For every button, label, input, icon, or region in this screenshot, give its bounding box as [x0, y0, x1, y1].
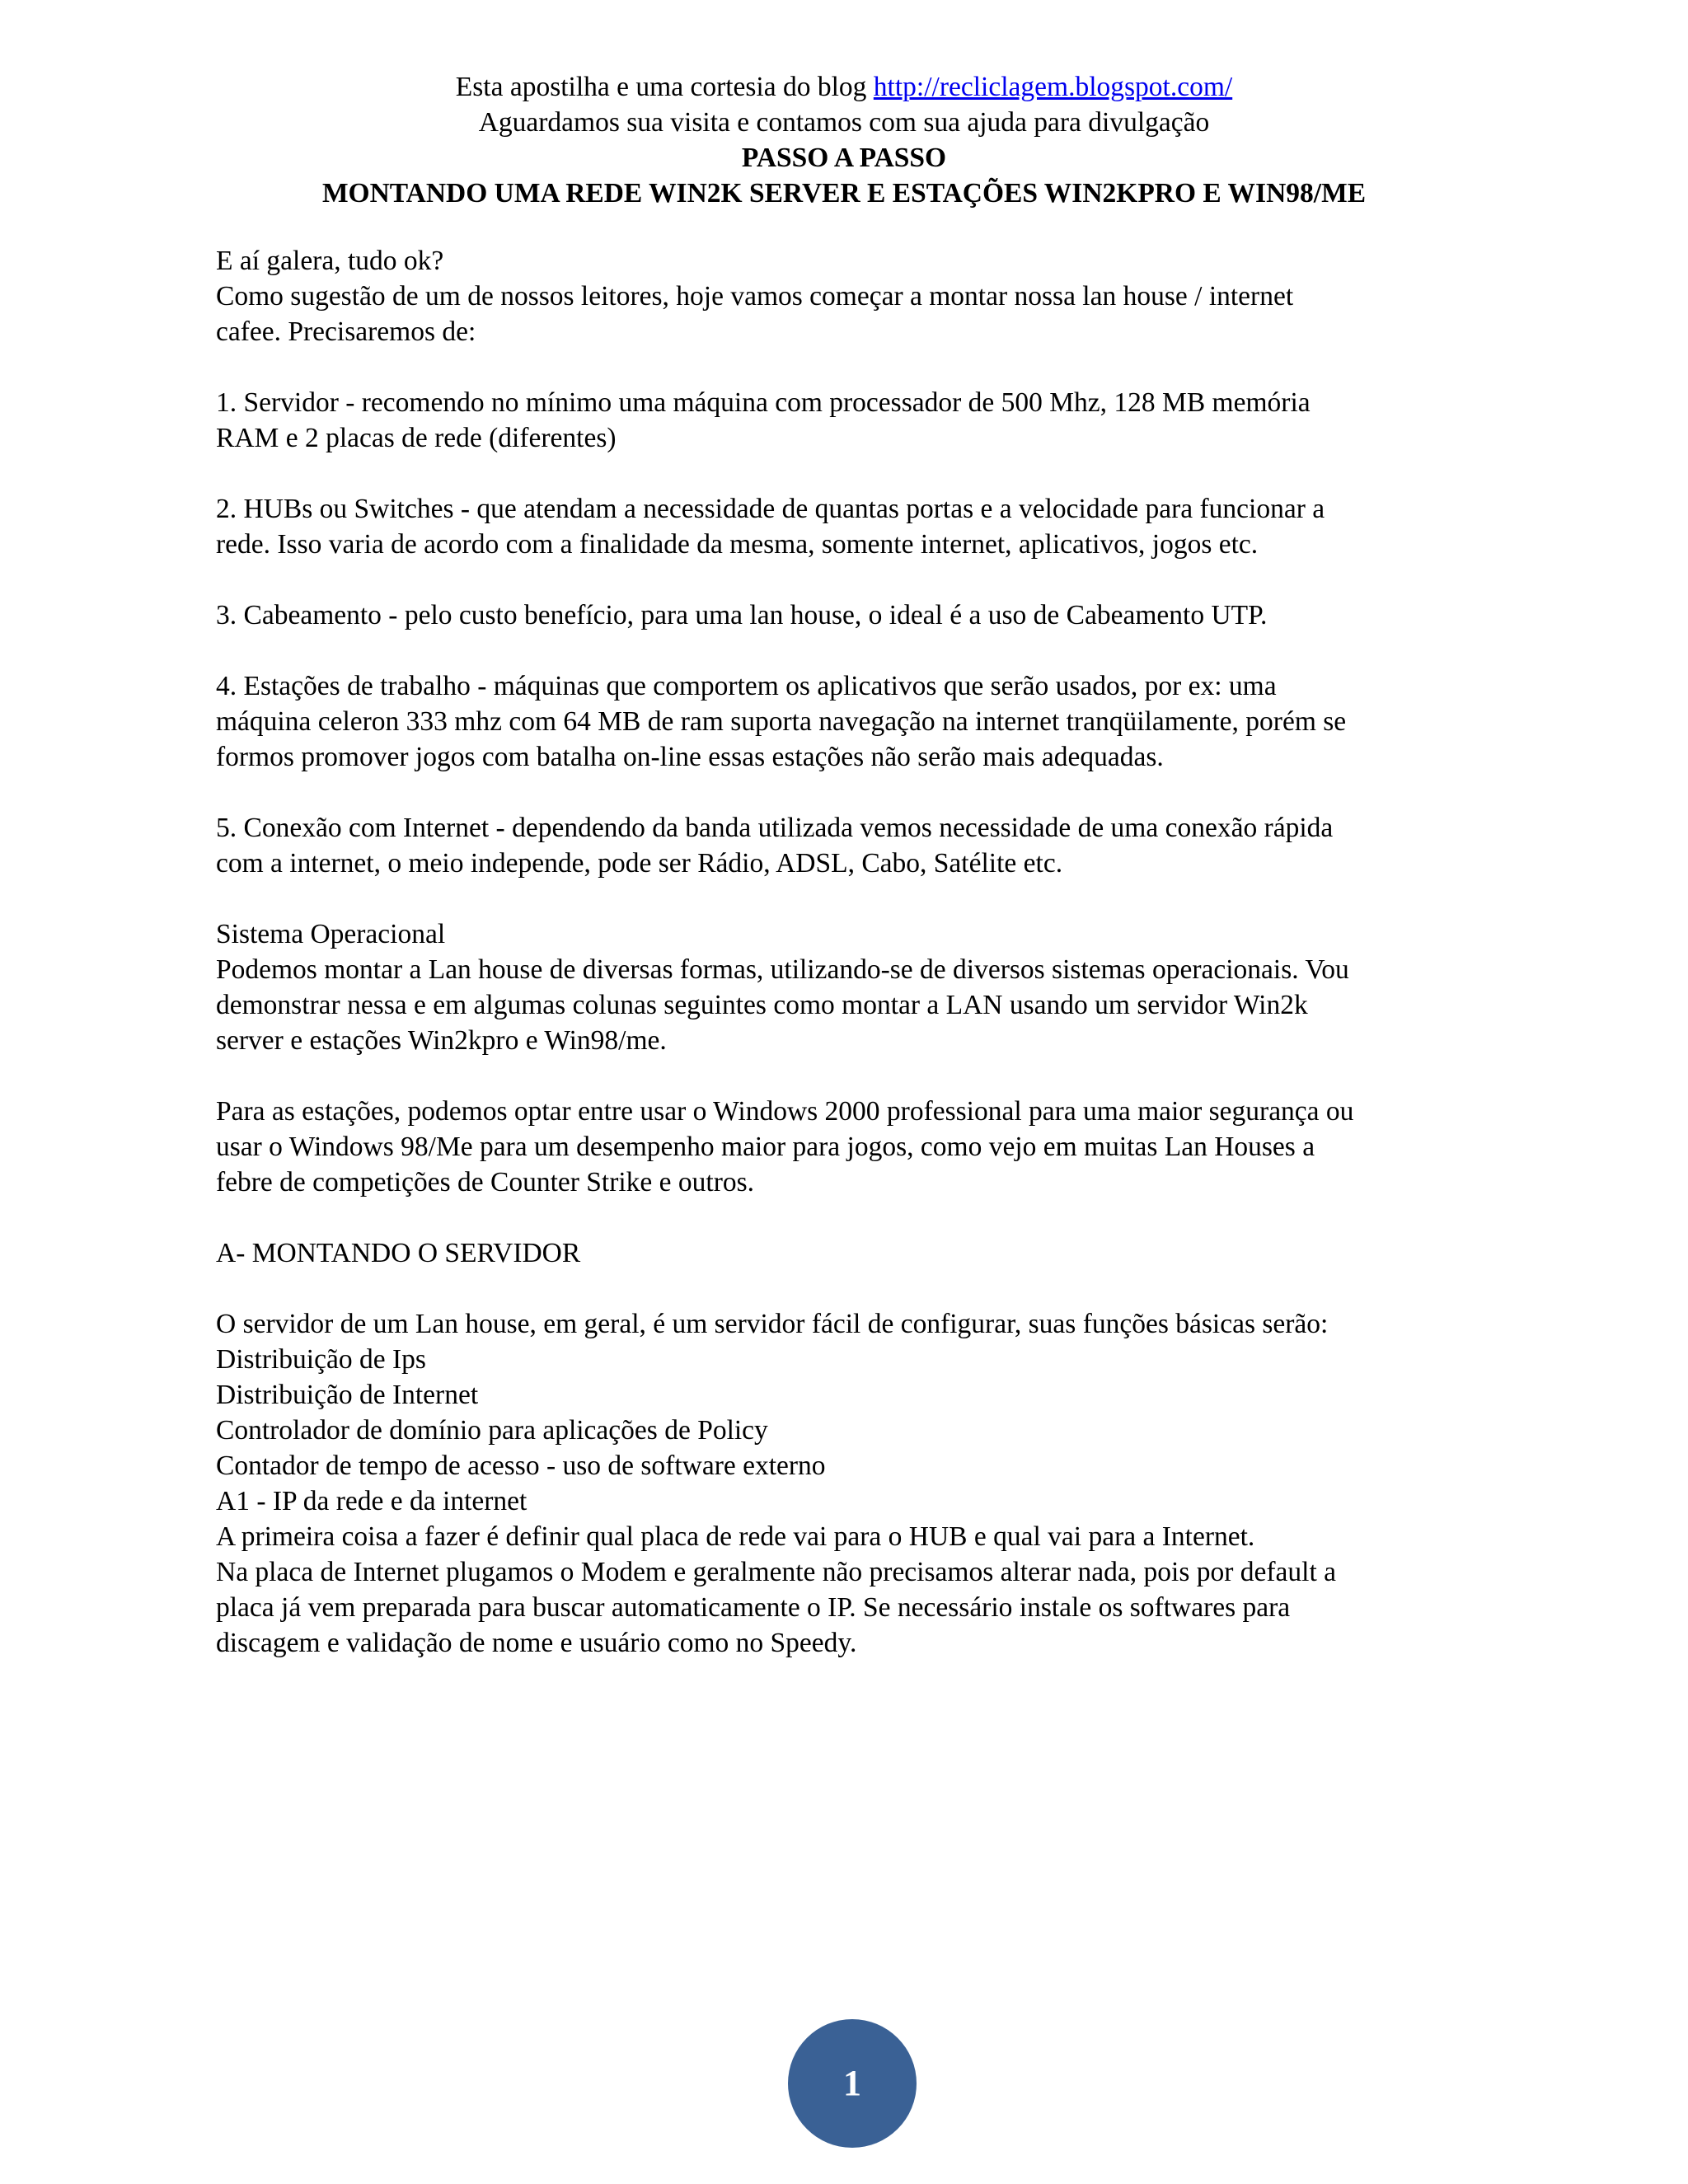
text-line: Distribuição de Ips [216, 1344, 426, 1375]
text-line: RAM e 2 placas de rede (diferentes) [216, 423, 617, 453]
server-paragraph [216, 1306, 1502, 1661]
text-line: server e estações Win2kpro e Win98/me. [216, 1025, 667, 1056]
stations-paragraph [216, 1094, 1502, 1200]
text-line: Podemos montar a Lan house de diversas formas, utilizando-se de diversos sistemas operacionais. Vou [216, 954, 1349, 985]
text-line: E aí galera, tudo ok? [216, 246, 444, 276]
text-line: com a internet, o meio independe, pode ser Rádio, ADSL, Cabo, Satélite etc. [216, 848, 1063, 879]
os-heading: Sistema Operacional [216, 919, 446, 949]
text-line: usar o Windows 98/Me para um desempenho maior para jogos, como vejo em muitas Lan Houses a [216, 1132, 1315, 1162]
text-line: 2. HUBs ou Switches - que atendam a necessidade de quantas portas e a velocidade para funcionar a [216, 494, 1325, 524]
list-item-estacoes [216, 668, 1502, 775]
list-item-conexao [216, 810, 1502, 881]
text-line: 4. Estações de trabalho - máquinas que comportem os aplicativos que serão usados, por ex: uma [216, 671, 1277, 701]
text-line: O servidor de um Lan house, em geral, é um servidor fácil de configurar, suas funções básicas serão: [216, 1309, 1329, 1339]
header-courtesy-line [0, 69, 1688, 105]
text-line: Contador de tempo de acesso - uso de software externo [216, 1451, 826, 1481]
section-heading: A- MONTANDO O SERVIDOR [216, 1238, 581, 1268]
list-item-hubs [216, 491, 1502, 562]
text-line: A primeira coisa a fazer é definir qual placa de rede vai para o HUB e qual vai para a Internet. [216, 1521, 1255, 1552]
blog-link[interactable]: http://recliclagem.blogspot.com/ [873, 72, 1233, 102]
text-line: formos promover jogos com batalha on-line essas estações não serão mais adequadas. [216, 742, 1164, 772]
text-line: demonstrar nessa e em algumas colunas seguintes como montar a LAN usando um servidor Win2k [216, 990, 1308, 1020]
text-line: rede. Isso varia de acordo com a finalidade da mesma, somente internet, aplicativos, jogos etc. [216, 529, 1259, 560]
text-line: Como sugestão de um de nossos leitores, hoje vamos começar a montar nossa lan house / internet [216, 281, 1294, 312]
intro-paragraph [216, 243, 1502, 349]
text-line: discagem e validação de nome e usuário como no Speedy. [216, 1628, 857, 1658]
text-line: máquina celeron 333 mhz com 64 MB de ram suporta navegação na internet tranqüilamente, porém se [216, 706, 1347, 737]
text-line: Distribuição de Internet [216, 1380, 479, 1410]
document-body [216, 243, 1502, 1696]
text-line: 5. Conexão com Internet - dependendo da banda utilizada vemos necessidade de uma conexão rápida [216, 813, 1334, 843]
text-line: placa já vem preparada para buscar automaticamente o IP. Se necessário instale os softwares para [216, 1592, 1291, 1623]
page-header [0, 69, 1688, 211]
document-subtitle: MONTANDO UMA REDE WIN2K SERVER E ESTAÇÕES WIN2KPRO E WIN98/ME [321, 178, 1367, 209]
subsection-heading: A1 - IP da rede e da internet [216, 1486, 528, 1516]
section-a-heading [216, 1235, 1502, 1271]
list-item-servidor [216, 385, 1502, 456]
text-line: febre de competições de Counter Strike e outros. [216, 1167, 755, 1197]
text-line: cafee. Precisaremos de: [216, 316, 476, 347]
page-number-badge: 1 [788, 2019, 917, 2148]
header-courtesy-text: Esta apostilha e uma cortesia do blog [455, 72, 874, 102]
text-line: Para as estações, podemos optar entre usar o Windows 2000 professional para uma maior segurança ou [216, 1096, 1354, 1127]
document-title: PASSO A PASSO [741, 143, 947, 173]
text-line: 3. Cabeamento - pelo custo benefício, para uma lan house, o ideal é a uso de Cabeamento UTP. [216, 600, 1268, 630]
text-line: 1. Servidor - recomendo no mínimo uma máquina com processador de 500 Mhz, 128 MB memória [216, 387, 1311, 418]
text-line: Na placa de Internet plugamos o Modem e geralmente não precisamos alterar nada, pois por default a [216, 1557, 1337, 1587]
list-item-cabeamento [216, 598, 1502, 633]
text-line: Controlador de domínio para aplicações de Policy [216, 1415, 768, 1446]
header-invite-line: Aguardamos sua visita e contamos com sua ajuda para divulgação [478, 107, 1210, 138]
os-paragraph [216, 916, 1502, 1058]
